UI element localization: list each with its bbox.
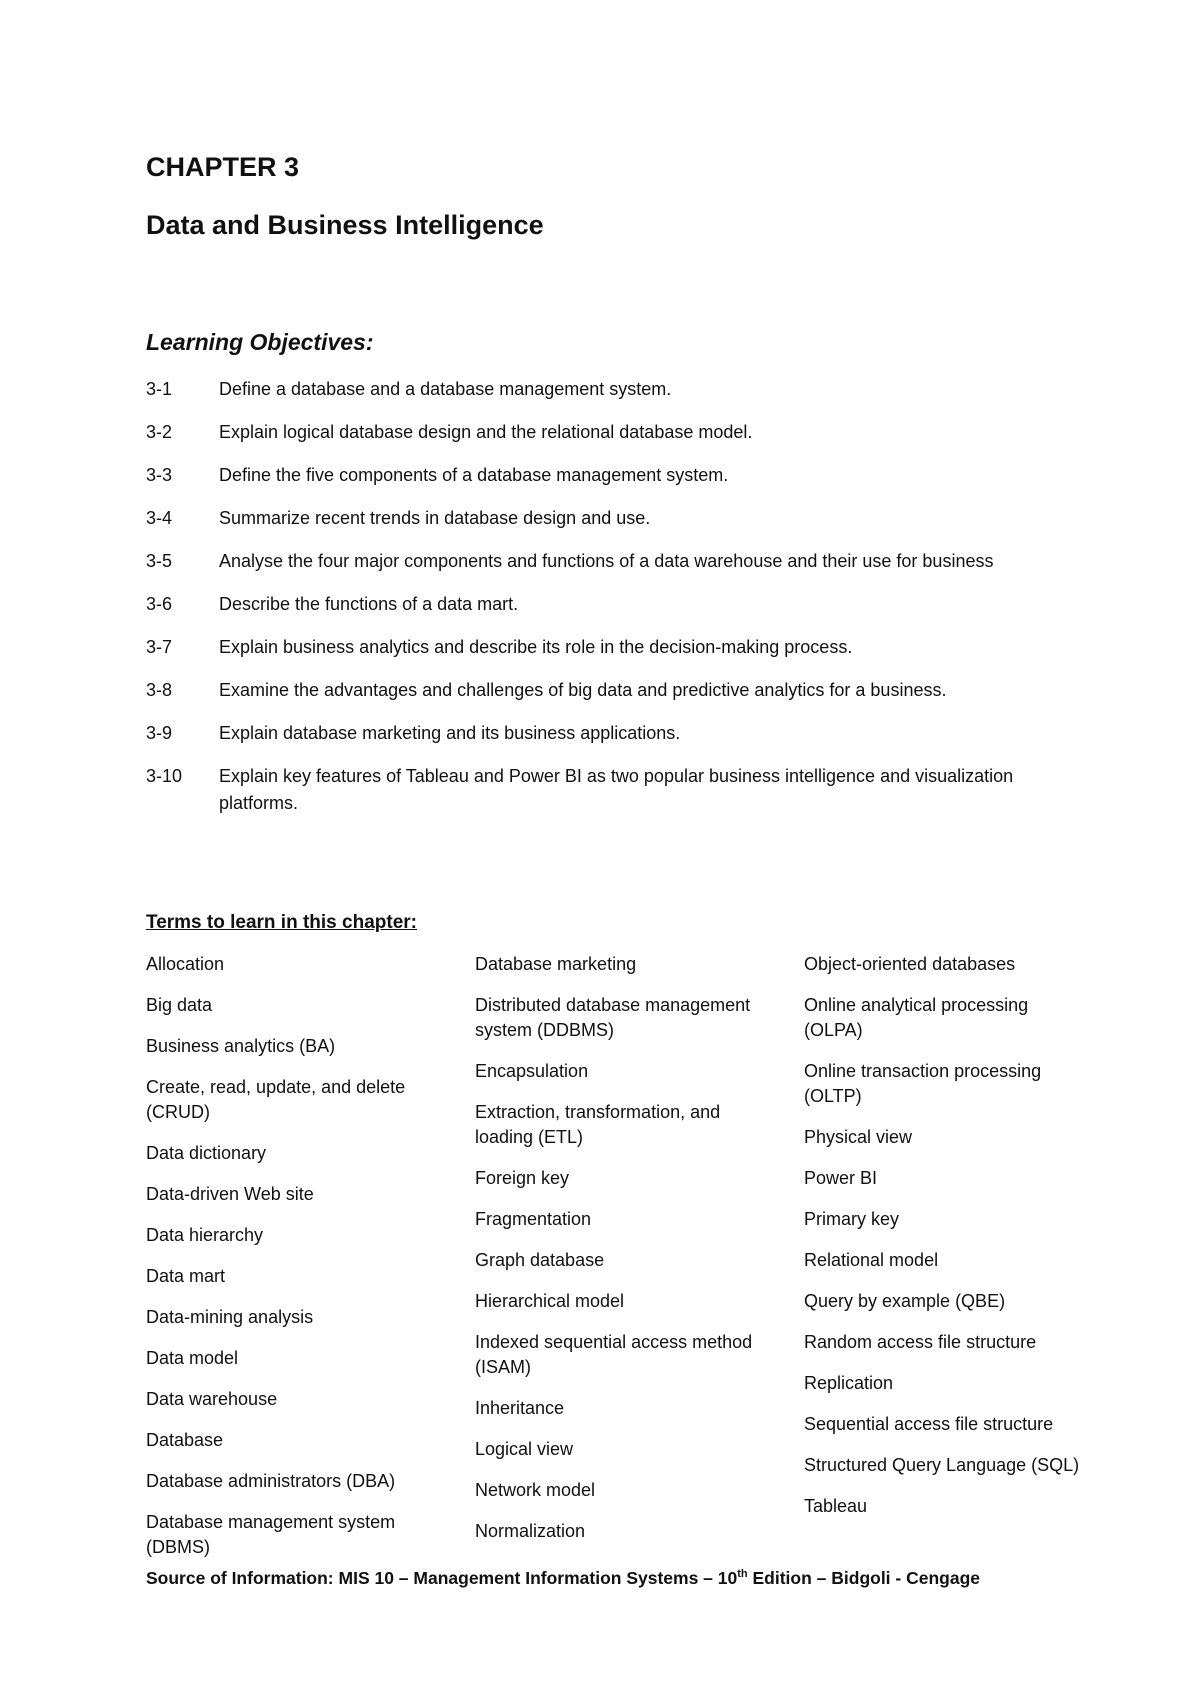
source-suffix: Edition – Bidgoli - Cengage [747, 1568, 981, 1588]
term-item: Primary key [804, 1209, 900, 1229]
term-item: Database management system (DBMS) [146, 1512, 396, 1557]
term-item: Extraction, transformation, and loading (ETL) [475, 1102, 721, 1147]
term-item: Data model [146, 1348, 239, 1368]
term-item: Network model [475, 1480, 596, 1500]
term-item: Business analytics (BA) [146, 1036, 336, 1056]
objective-number: 3-4 [146, 508, 173, 528]
term-item: Data hierarchy [146, 1225, 264, 1245]
term-item: Hierarchical model [475, 1291, 625, 1311]
term-item: Database administrators (DBA) [146, 1471, 396, 1491]
term-item: Structured Query Language (SQL) [804, 1455, 1080, 1475]
objective-number: 3-7 [146, 637, 173, 657]
objective-text: Explain logical database design and the relational database model. [219, 422, 753, 442]
term-item: Fragmentation [475, 1209, 592, 1229]
objective-text: Analyse the four major components and functions of a data warehouse and their use for business [219, 551, 994, 571]
term-item: Database [146, 1430, 224, 1450]
objective-text: Examine the advantages and challenges of big data and predictive analytics for a business. [219, 680, 947, 700]
term-item: Normalization [475, 1521, 586, 1541]
term-item: Data mart [146, 1266, 226, 1286]
term-item: Big data [146, 995, 213, 1015]
objective-number: 3-8 [146, 680, 173, 700]
objective-item [146, 591, 1046, 618]
objective-number: 3-3 [146, 465, 173, 485]
objective-text: Summarize recent trends in database design and use. [219, 508, 651, 528]
objective-number: 3-6 [146, 594, 173, 614]
objective-item [146, 505, 1046, 532]
term-item: Encapsulation [475, 1061, 589, 1081]
objective-text: Describe the functions of a data mart. [219, 594, 519, 614]
term-item: Relational model [804, 1250, 939, 1270]
term-item: Data-mining analysis [146, 1307, 314, 1327]
source-superscript: th [737, 1568, 748, 1581]
objective-text: Define the five components of a database management system. [219, 465, 729, 485]
objective-item [146, 634, 1046, 661]
objective-number: 3-9 [146, 723, 173, 743]
objective-text: Define a database and a database management system. [219, 379, 672, 399]
term-item: Online transaction processing (OLTP) [804, 1061, 1042, 1106]
source-citation [146, 1565, 980, 1591]
terms-column-1 [146, 952, 436, 1576]
term-item: Allocation [146, 954, 225, 974]
objective-item [146, 720, 1046, 747]
term-item: Data warehouse [146, 1389, 278, 1409]
terms-column-2 [475, 952, 765, 1560]
term-item: Create, read, update, and delete (CRUD) [146, 1077, 406, 1122]
objective-item [146, 548, 1046, 575]
objective-item [146, 462, 1046, 489]
term-item: Tableau [804, 1496, 868, 1516]
term-item: Inheritance [475, 1398, 565, 1418]
objective-number: 3-2 [146, 422, 173, 442]
term-item: Physical view [804, 1127, 913, 1147]
terms-column-3 [804, 952, 1089, 1535]
term-item: Database marketing [475, 954, 637, 974]
term-item: Query by example (QBE) [804, 1291, 1006, 1311]
terms-heading: Terms to learn in this chapter: [146, 912, 417, 933]
term-item: Random access file structure [804, 1332, 1037, 1352]
objective-number: 3-1 [146, 379, 173, 399]
term-item: Online analytical processing (OLPA) [804, 995, 1029, 1040]
term-item: Indexed sequential access method (ISAM) [475, 1332, 753, 1377]
term-item: Data-driven Web site [146, 1184, 314, 1204]
objective-text: Explain key features of Tableau and Power BI as two popular business intelligence and visualization platforms. [219, 766, 1014, 813]
objective-text: Explain database marketing and its business applications. [219, 723, 681, 743]
objective-item [146, 677, 1046, 704]
objective-number: 3-10 [146, 766, 183, 786]
term-item: Data dictionary [146, 1143, 267, 1163]
objective-item [146, 763, 1046, 817]
term-item: Graph database [475, 1250, 605, 1270]
objective-text: Explain business analytics and describe its role in the decision-making process. [219, 637, 853, 657]
chapter-label: CHAPTER 3 [146, 152, 300, 182]
term-item: Distributed database management system (DDBMS) [475, 995, 751, 1040]
term-item: Object-oriented databases [804, 954, 1016, 974]
chapter-title: Data and Business Intelligence [146, 210, 544, 240]
learning-objectives-heading: Learning Objectives: [146, 329, 374, 355]
term-item: Replication [804, 1373, 894, 1393]
objective-item [146, 376, 1046, 403]
objective-number: 3-5 [146, 551, 173, 571]
term-item: Logical view [475, 1439, 574, 1459]
objective-item [146, 419, 1046, 446]
term-item: Sequential access file structure [804, 1414, 1054, 1434]
term-item: Power BI [804, 1168, 878, 1188]
source-prefix: Source of Information: MIS 10 – Management Information Systems – 10 [146, 1568, 738, 1588]
term-item: Foreign key [475, 1168, 570, 1188]
learning-objectives-list [146, 376, 1046, 833]
